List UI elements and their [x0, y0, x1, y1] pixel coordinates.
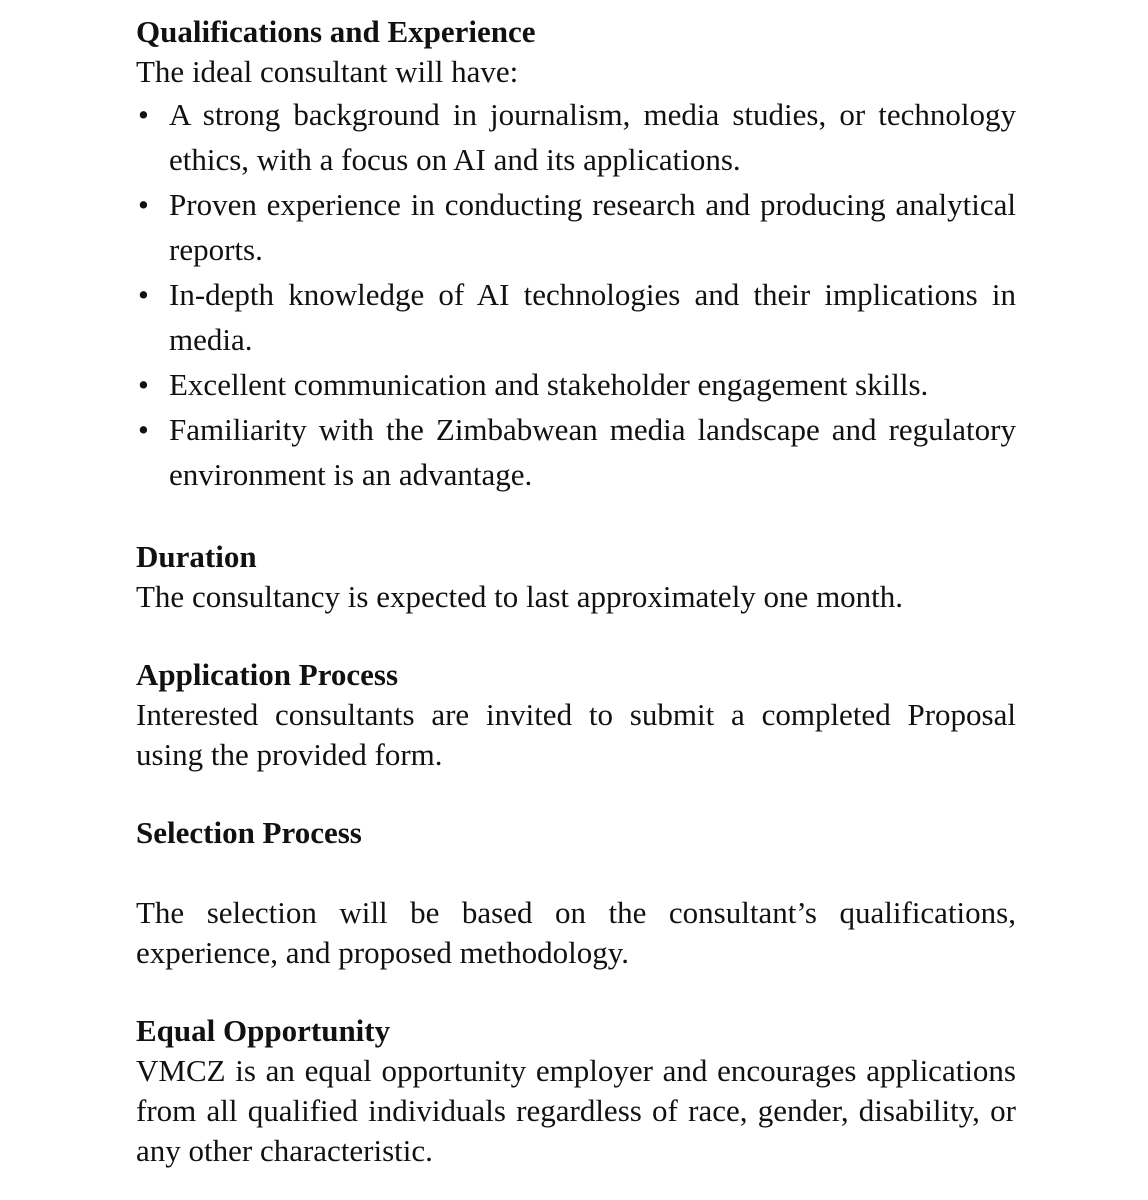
qualifications-heading: Qualifications and Experience [136, 14, 536, 49]
qualifications-list [136, 92, 1016, 497]
list-item [136, 92, 1016, 182]
section-duration [136, 537, 1016, 617]
selection-heading: Selection Process [136, 815, 362, 850]
section-application-process [136, 655, 1016, 775]
section-qualifications [136, 12, 1016, 497]
list-item [136, 362, 1016, 407]
list-item [136, 407, 1016, 497]
list-item [136, 272, 1016, 362]
qualifications-intro: The ideal consultant will have: [136, 54, 519, 89]
application-text: Interested consultants are invited to submit a completed Proposal using the provided form. [136, 697, 1016, 772]
bullet-text: Proven experience in conducting research and producing analytical reports. [169, 187, 1016, 267]
bullet-text: Excellent communication and stakeholder engagement skills. [169, 367, 929, 402]
duration-heading: Duration [136, 539, 257, 574]
bullet-icon: • [138, 367, 149, 402]
duration-text: The consultancy is expected to last approximately one month. [136, 579, 904, 614]
section-equal-opportunity [136, 1011, 1016, 1171]
document-page [136, 12, 1016, 1171]
bullet-text: Familiarity with the Zimbabwean media landscape and regulatory environment is an advantage. [169, 412, 1016, 492]
selection-text: The selection will be based on the consultant’s qualifications, experience, and proposed methodology. [136, 895, 1016, 970]
equal-opportunity-text: VMCZ is an equal opportunity employer and encourages applications from all qualified individuals regardless of race, gender, disability, or any other characteristic. [136, 1053, 1016, 1168]
equal-opportunity-heading: Equal Opportunity [136, 1013, 391, 1048]
bullet-icon: • [138, 187, 149, 222]
application-heading: Application Process [136, 657, 399, 692]
section-selection-process [136, 813, 1016, 973]
bullet-text: A strong background in journalism, media studies, or technology ethics, with a focus on AI and its applications. [169, 97, 1016, 177]
bullet-text: In-depth knowledge of AI technologies and their implications in media. [169, 277, 1016, 357]
bullet-icon: • [138, 277, 149, 312]
bullet-icon: • [138, 97, 149, 132]
list-item [136, 182, 1016, 272]
bullet-icon: • [138, 412, 149, 447]
